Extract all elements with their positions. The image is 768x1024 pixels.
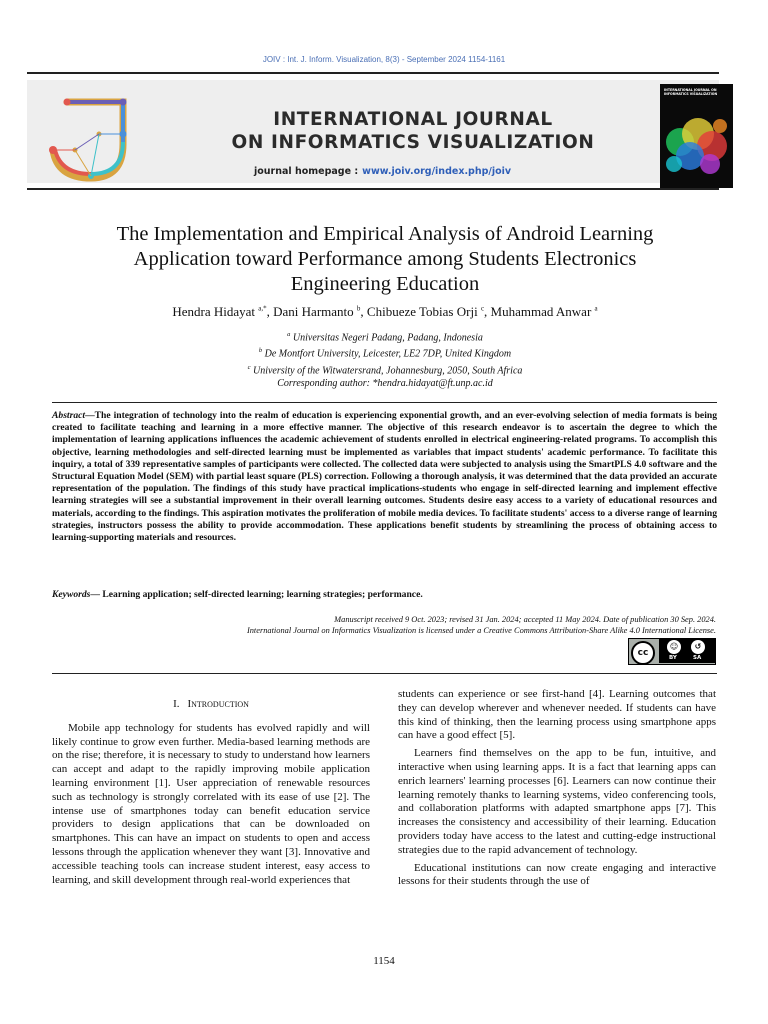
cc-terms-block xyxy=(659,639,715,663)
abstract-top-rule xyxy=(52,402,717,403)
cc-license-badge[interactable] xyxy=(628,638,716,665)
journal-title-line: INTERNATIONAL JOURNAL xyxy=(273,109,553,130)
journal-cover-image xyxy=(660,84,733,188)
attribution-icon: ☺ xyxy=(667,640,681,654)
abstract-dash: — xyxy=(85,410,95,421)
manuscript-dates: Manuscript received 9 Oct. 2023; revised 31 Jan. 2024; accepted 11 May 2024. Date of publication 30 Sep. 2024. xyxy=(334,615,716,624)
homepage-label: journal homepage : xyxy=(254,166,359,177)
section-title: Introduction xyxy=(187,698,249,710)
affiliation-mark: a xyxy=(287,331,291,338)
abstract-lead: Abstract xyxy=(52,410,86,421)
journal-banner xyxy=(27,72,719,190)
homepage-link[interactable]: www.joiv.org/index.php/joiv xyxy=(362,166,512,177)
author-affil-mark: a xyxy=(594,304,598,313)
running-head: JOIV : Int. J. Inform. Visualization, 8(3) - September 2024 1154-1161 xyxy=(262,55,506,64)
affiliation-mark: b xyxy=(258,347,263,355)
body-paragraph: Educational institutions can now create engaging and interactive lessons for their students through the use of xyxy=(398,861,716,888)
affiliation-mark: c xyxy=(247,363,251,371)
affiliation xyxy=(40,361,730,377)
abstract xyxy=(52,410,717,544)
abstract-text: The integration of technology into the realm of education is experiencing exponential growth, and an ever-evolving selection of media formats is being created to facilitate teaching and learning in a more effective manner. The objective of this research endeavor is to ascertain the degree to which the implementation of learning applications influences the academic achievement of students enrolled in electrical engineering-related programs. To accomplish this objective, learning methodologies and self-directed learning must be implemented as variables that impact students' academic performance. To facilitate this inquiry, a total of 339 representative samples of participants were collected. The collected data were subjected to analysis using the SmartPLS 4.0 software and the Structural Equation Model (SEM) with partial least square (PLS) correction. Following a thorough analysis, it was determined that the data provided an accurate representation of the population. The findings of this study have practical implications-students who engage in self-directed learning and implement effective learning strategies will see a substantial improvement in their overall learning outcomes. Students desire easy access to a variety of educational resources and materials, according to the findings. This aspiration motivates the proliferation of mobile media devices. To facilitate students' access to a diverse range of learning strategies, instructors possess the ability to provide accommodation. These applications benefit students by streamlining the process of obtaining access to learning-supporting materials and resources. xyxy=(52,410,717,544)
author-name: Dani Harmanto xyxy=(273,304,354,319)
keywords-text: Learning application; self-directed learning; learning strategies; performance. xyxy=(99,589,423,600)
author-affil-mark: a,* xyxy=(258,304,267,313)
body-paragraph: Mobile app technology for students has evolved rapidly and will likely continue to grow even further. Media-based learning methods are on the rise; therefore, it is necessary to study to understand how learners can accept and adapt to the rapidly improving mobile application learning environment [1]. User appreciation of renewable resources such as technology is strongly correlated with its ease of use [2]. The intense use of smartphones today can benefit education service providers to design applications that can be downloaded on smartphones. This can have an impact on students to open and access lessons through the application whenever they want [3]. Innovative and accessible teaching tools can increase student interest, easy access to learning, and skill development through real-world experiences that xyxy=(52,721,370,886)
journal-homepage xyxy=(254,166,511,177)
author-affil-mark: b xyxy=(356,304,361,313)
cc-sa-label: SA xyxy=(693,655,702,661)
journal-logo xyxy=(39,94,143,184)
affiliation-text: University of the Witwatersrand, Johannesburg, 2050, South Africa xyxy=(252,364,523,376)
paper-title-line: The Implementation and Empirical Analysis of Android Learning xyxy=(116,223,654,245)
body-paragraph: students can experience or see first-hand [4]. Learning outcomes that they can develop wherever and whenever needed. If students can have this kind of thinking, then the learning process using smartphone apps can have a good effect [5]. xyxy=(398,688,716,742)
corresponding-email[interactable]: *hendra.hidayat@ft.unp.ac.id xyxy=(372,377,493,389)
cover-title: INTERNATIONAL JOURNAL ON INFORMATICS VISUALIZATION xyxy=(664,88,718,96)
author-list: Hendra Hidayat $^{a,*}$, Dani Harmanto $^b$, Chibueze Tobias Orji $^c$, Muhammad Anwar $^a$ xyxy=(172,304,598,319)
banner-background xyxy=(27,80,719,183)
section-heading xyxy=(52,698,370,712)
affiliation-text: De Montfort University, Leicester, LE2 7DP, United Kingdom xyxy=(264,348,512,360)
affiliations xyxy=(40,328,730,390)
author-name: Hendra Hidayat xyxy=(172,304,256,319)
affiliation xyxy=(40,328,730,344)
manuscript-history xyxy=(52,614,716,636)
journal-title xyxy=(167,108,659,154)
paper-title-line: Engineering Education xyxy=(290,273,480,295)
author-affil-mark: c xyxy=(480,304,485,313)
affiliation-text: Universitas Negeri Padang, Padang, Indonesia xyxy=(292,332,483,344)
keywords-lead: Keywords xyxy=(52,589,91,600)
author-name: Muhammad Anwar xyxy=(490,304,592,319)
author-name: Chibueze Tobias Orji xyxy=(366,304,478,319)
license-statement: International Journal on Informatics Visualization is licensed under a Creative Commons Attribution-Share Alike 4.0 International License. xyxy=(246,626,716,636)
section-number: I. xyxy=(173,698,180,710)
corresponding-label: Corresponding author: xyxy=(277,377,373,389)
keywords xyxy=(52,589,717,600)
cc-icon: cc xyxy=(631,641,655,665)
cc-by-label: BY xyxy=(669,655,677,661)
header-bottom-rule xyxy=(52,673,717,674)
page-number: 1154 xyxy=(373,955,395,967)
body-column-right xyxy=(398,688,716,889)
paper-title-line: Application toward Performance among Students Electronics xyxy=(133,248,637,270)
body-column-left xyxy=(52,688,370,887)
affiliation xyxy=(40,344,730,360)
body-paragraph: Learners find themselves on the app to be fun, intuitive, and interactive when using learning apps. It is a fact that learning apps can enrich learners' learning processes [6]. Learners can now continue their learning remotely thanks to learning systems, video conferencing tools, and collaboration platforms with adapted smartphone apps [7]. This increases the consistency and accessibility of their learning. Education providers today have access to the latest and cutting-edge instructional strategies due to the rapid advancement of technology. xyxy=(398,747,716,856)
share-alike-icon: ↺ xyxy=(691,640,705,654)
keywords-dash: — xyxy=(90,589,100,600)
corresponding-author xyxy=(40,377,730,390)
paper-title xyxy=(40,222,730,297)
journal-title-line: ON INFORMATICS VISUALIZATION xyxy=(231,132,595,153)
